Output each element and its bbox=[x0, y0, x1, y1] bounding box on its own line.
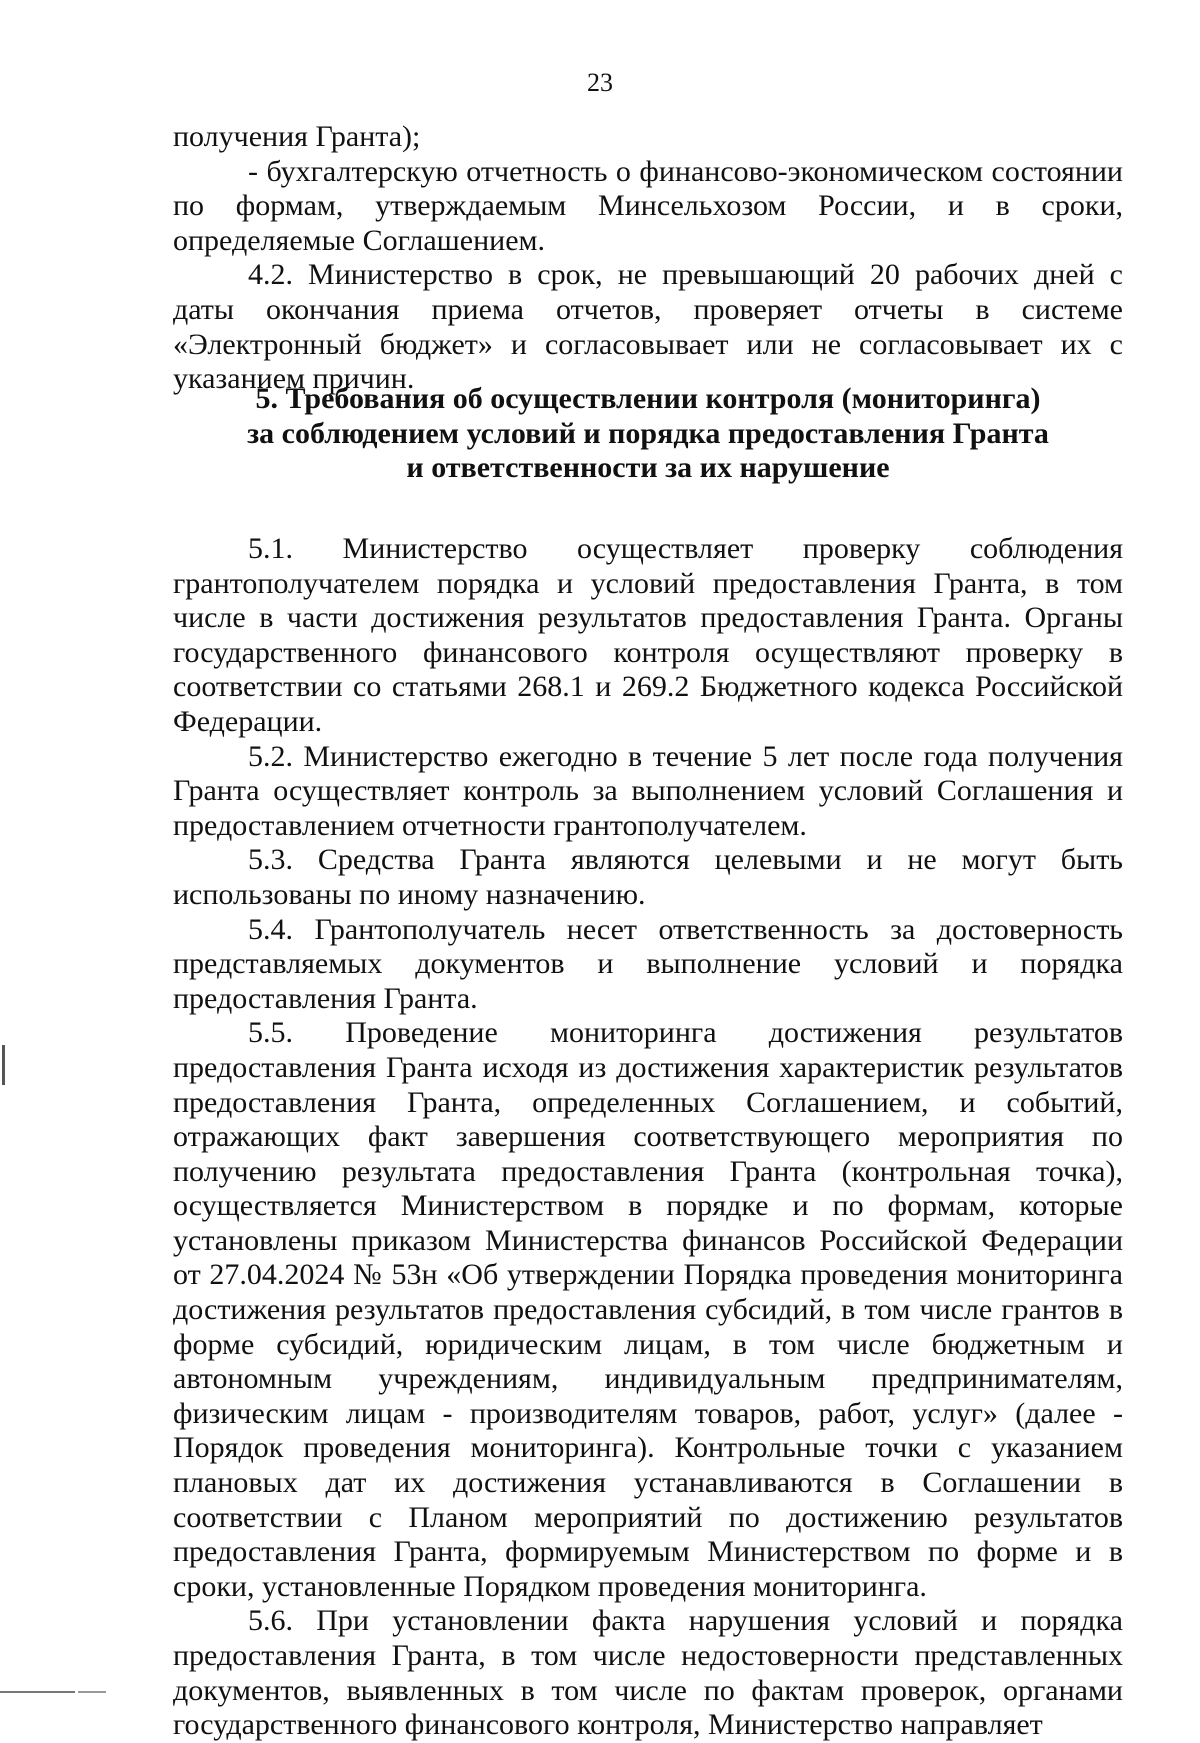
paragraph-4-2: 4.2. Министерство в срок, не превышающий 20 рабочих дней с даты окончания приема отчетов, проверяет отчеты в системе «Электронный бюджет» и согласовывает или не согласовывает их с указанием причин. bbox=[173, 258, 1123, 396]
paragraph-5-2: 5.2. Министерство ежегодно в течение 5 лет после года получения Гранта осуществляет контроль за выполнением условий Соглашения и предоставлением отчетности грантополучателем. bbox=[173, 739, 1123, 842]
paragraph-5-3: 5.3. Средства Гранта являются целевыми и не могут быть использованы по иному назначению. bbox=[173, 843, 1123, 911]
paragraph-grant-receipt-end: получения Гранта); bbox=[173, 120, 421, 153]
page-number: 23 bbox=[587, 68, 613, 97]
paragraph-5-6: 5.6. При установлении факта нарушения условий и порядка предоставления Гранта, в том числе недостоверности представленных документов, выявленных в том числе по фактам проверок, органами государственного финансового контроля, Министерство направляет bbox=[173, 1604, 1123, 1742]
paragraph-5-5: 5.5. Проведение мониторинга достижения результатов предоставления Гранта исходя из достижения характеристик результатов предоставления Гранта, определенных Соглашением, и событий, отражающих факт завершения соответствующего мероприятия по получению результата предоставления Гранта (контрольная точка), осуществляется Министерством в порядке и по формам, которые установлены приказом Министерства финансов Российской Федерации от 27.04.2024 № 53н «Об утверждении Порядка проведения мониторинга достижения результатов предоставления субсидий, в том числе грантов в форме субсидий, юридическим лицам, в том числе бюджетным и автономным учреждениям, индивидуальным предпринимателям, физическим лицам - производителям товаров, работ, услуг» (далее - Порядок проведения мониторинга). Контрольные точки с указанием плановых дат их достижения устанавливаются в Соглашении в соответствии с Планом мероприятий по достижению результатов предоставления Гранта, формируемым Министерством по форме и в сроки, установленные Порядком проведения мониторинга. bbox=[173, 1016, 1123, 1603]
footer-rule-short bbox=[78, 1691, 106, 1693]
scan-margin-mark bbox=[2, 1045, 5, 1085]
paragraph-5-1: 5.1. Министерство осуществляет проверку соблюдения грантополучателем порядка и условий предоставления Гранта, в том числе в части достижения результатов предоставления Гранта. Органы государственного финансового контроля осуществляют проверку в соответствии со статьями 268.1 и 269.2 Бюджетного кодекса Российской Федерации. bbox=[173, 532, 1123, 738]
section-5-heading-line-3: и ответственности за их нарушение bbox=[406, 451, 890, 485]
section-5-heading bbox=[173, 382, 1123, 486]
paragraph-5-4: 5.4. Грантополучатель несет ответственность за достоверность представляемых документов и выполнение условий и порядка предоставления Гранта. bbox=[173, 912, 1123, 1015]
section-5-heading-line-2: за соблюдением условий и порядка предоставления Гранта bbox=[247, 416, 1049, 450]
paragraph-accounting-report: - бухгалтерскую отчетность о финансово-экономическом состоянии по формам, утверждаемым Минсельхозом России, и в сроки, определяемые Соглашением. bbox=[173, 154, 1123, 257]
intro-text bbox=[173, 120, 1123, 397]
footer-rule bbox=[0, 1691, 75, 1693]
section-5-heading-line-1: 5. Требования об осуществлении контроля (мониторинга) bbox=[255, 382, 1041, 415]
section-5-body bbox=[173, 532, 1123, 1743]
